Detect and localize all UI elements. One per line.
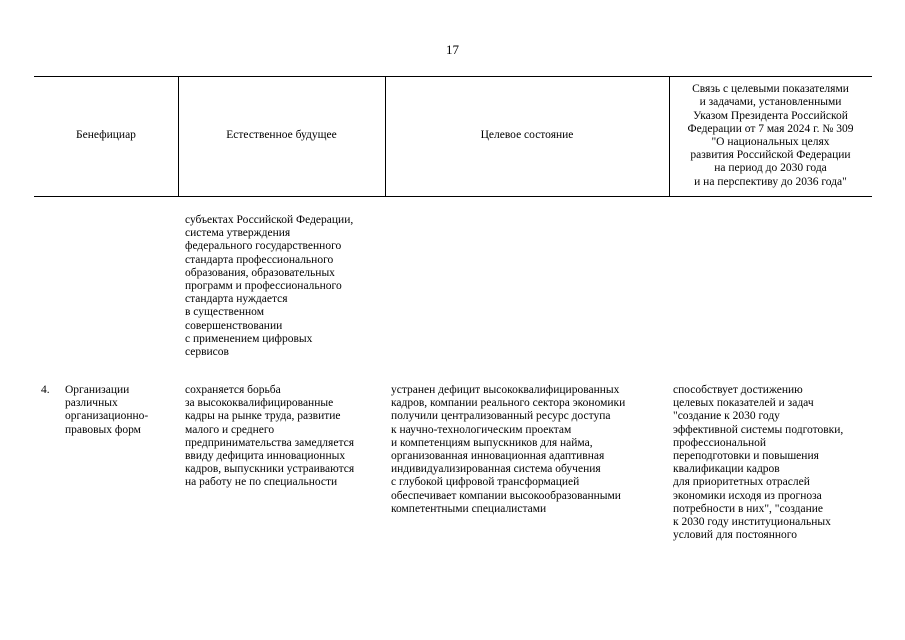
header-link-to-decree: Связь с целевыми показателями и задачами, установленными Указом Президента Российской Федерации от 7 мая 2024 г. № 309 "О национальных целях развития Российской Федерации на период до 2030 года и на перспективу до 2036 года"	[687, 83, 854, 188]
page-number: 17	[446, 42, 459, 57]
cell-beneficiary: Организации различных организационно- правовых форм	[65, 384, 149, 436]
row-number: 4.	[41, 384, 50, 396]
cell-natural-future-continuation: субъектах Российской Федерации, система утверждения федерального государственного стандарта профессионального образования, образовательных программ и профессионального стандарта нуждается в существенном совершенствовании с применением цифровых сервисов	[185, 214, 354, 359]
cell-natural-future: сохраняется борьба за высококвалифицированные кадры на рынке труда, развитие малого и среднего предпринимательства замедляется ввиду дефицита инновационных кадров, выпускники устраиваются на работу не по специальности	[185, 384, 355, 489]
cell-link-to-decree: способствует достижению целевых показателей и задач "создание к 2030 году эффективной системы подготовки, профессиональной переподготовки и повышения квалификации кадров для приоритетных отраслей экономики исходя из прогноза потребности в них", "создание к 2030 году институциональных условий для постоянного	[673, 384, 844, 542]
header-target-state: Целевое состояние	[480, 129, 574, 142]
table-header-bottom-rule	[34, 196, 872, 197]
cell-target-state: устранен дефицит высококвалифицированных кадров, компании реального сектора экономики получили централизованный ресурс доступа к научно-технологическим проектам и компетенциям выпускников для найма, организованная инновационная адаптивная индивидуализированная система обучения с глубокой цифровой трансформацией обеспечивает компании высокообразованными компетентными специалистами	[391, 384, 626, 515]
header-beneficiary: Бенефициар	[76, 129, 136, 142]
header-natural-future: Естественное будущее	[226, 129, 337, 142]
